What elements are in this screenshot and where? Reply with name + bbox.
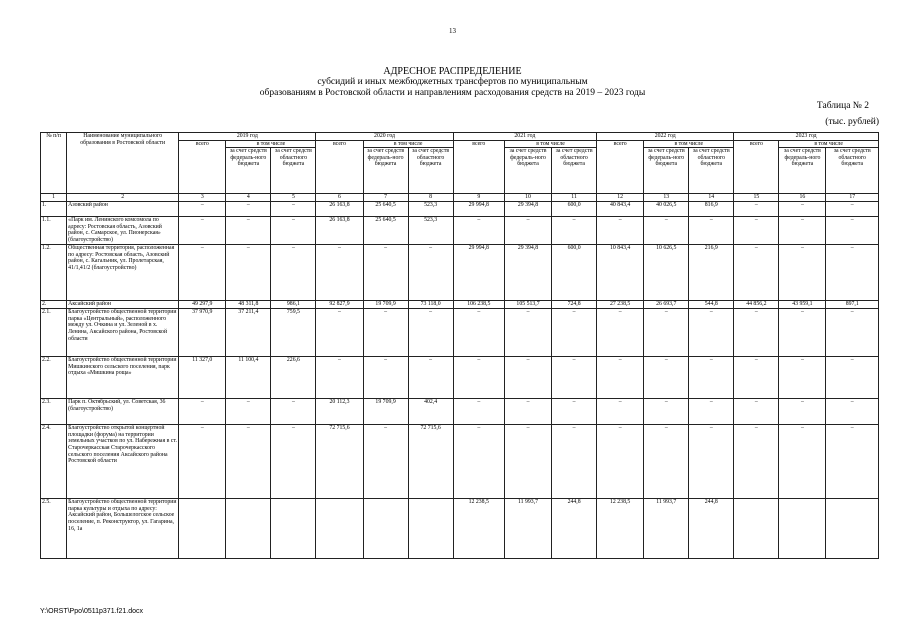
value-cell: – [504,309,551,357]
column-number: 17 [826,194,879,202]
column-numbers-row [41,194,879,202]
column-number: 6 [316,194,363,202]
value-cell: – [179,217,226,245]
value-cell: 29 394,8 [504,245,551,301]
column-number: 12 [597,194,644,202]
value-cell [734,499,779,559]
column-number: 11 [552,194,597,202]
value-cell: – [226,399,271,425]
value-cell: 523,3 [408,217,453,245]
value-cell: – [779,399,826,425]
value-cell: – [453,217,504,245]
value-cell: 72 715,6 [316,425,363,499]
value-cell [408,499,453,559]
value-cell: 92 827,9 [316,301,363,309]
value-cell [779,499,826,559]
value-cell: 226,6 [271,357,316,399]
value-cell: – [179,425,226,499]
value-cell: 10 843,4 [597,245,644,301]
value-cell: 48 311,8 [226,301,271,309]
value-cell: – [644,357,689,399]
value-cell: – [779,202,826,217]
header-regional: за счет средств областного бюджета [826,148,879,194]
header-regional: за счет средств областного бюджета [271,148,316,194]
value-cell: – [271,217,316,245]
value-cell: 10 626,5 [644,245,689,301]
value-cell [363,499,408,559]
column-number: 9 [453,194,504,202]
value-cell: – [179,245,226,301]
table-row [41,202,879,217]
title-line-1: АДРЕСНОЕ РАСПРЕДЕЛЕНИЕ [383,66,522,77]
header-regional: за счет средств областного бюджета [408,148,453,194]
value-cell: – [552,217,597,245]
column-number: 2 [67,194,179,202]
value-cell: – [271,399,316,425]
value-cell: – [779,217,826,245]
header-including: в том числе [644,140,734,148]
value-cell: 12 238,5 [453,499,504,559]
value-cell [271,499,316,559]
value-cell: – [826,399,879,425]
value-cell: 37 970,9 [179,309,226,357]
value-cell: – [408,309,453,357]
column-number: 1 [41,194,67,202]
value-cell: 600,0 [552,202,597,217]
value-cell: 29 394,8 [504,202,551,217]
value-cell: – [734,357,779,399]
header-federal: за счет средств федераль-ного бюджета [779,148,826,194]
header-federal: за счет средств федераль-ного бюджета [363,148,408,194]
value-cell: – [363,425,408,499]
value-cell: – [689,217,734,245]
value-cell: – [734,245,779,301]
value-cell: – [779,357,826,399]
value-cell: 19 709,9 [363,399,408,425]
value-cell: – [826,425,879,499]
value-cell: – [316,357,363,399]
row-number-cell: 2.1. [41,309,67,357]
title-line-2: субсидий и иных межбюджетных трансфертов по муниципальным [317,77,588,87]
header-total: всего [453,140,504,194]
column-number: 16 [779,194,826,202]
value-cell: – [734,309,779,357]
value-cell: 20 112,3 [316,399,363,425]
column-number: 7 [363,194,408,202]
value-cell: 29 994,8 [453,245,504,301]
header-total: всего [316,140,363,194]
header-regional: за счет средств областного бюджета [552,148,597,194]
header-including: в том числе [363,140,453,148]
value-cell [179,499,226,559]
value-cell: – [271,425,316,499]
row-number-cell: 2.4. [41,425,67,499]
table-row [41,425,879,499]
value-cell: – [316,309,363,357]
value-cell: – [689,309,734,357]
header-including: в том числе [504,140,596,148]
table-row [41,245,879,301]
value-cell: 26 693,7 [644,301,689,309]
table-body [41,194,879,559]
row-number-cell: 2.5. [41,499,67,559]
value-cell [226,499,271,559]
table-row [41,217,879,245]
value-cell: 759,5 [271,309,316,357]
value-cell: – [504,357,551,399]
value-cell: – [826,202,879,217]
row-number-cell: 1. [41,202,67,217]
table-units: (тыс. рублей) [825,117,879,127]
value-cell: – [363,309,408,357]
header-regional: за счет средств областного бюджета [689,148,734,194]
value-cell: – [226,245,271,301]
value-cell: – [779,245,826,301]
value-cell: – [271,202,316,217]
value-cell: – [689,399,734,425]
value-cell: 816,9 [689,202,734,217]
value-cell: 11 327,0 [179,357,226,399]
value-cell: – [271,245,316,301]
row-name-cell: Общественная территория, расположенная по адресу: Ростовская область, Азовский район, с. Кагальник, ул. Пролетарская, 41/1,41/2 (благоустройство) [67,245,179,301]
header-including: в том числе [226,140,316,148]
row-number-cell: 2.3. [41,399,67,425]
value-cell: – [453,309,504,357]
value-cell: 105 513,7 [504,301,551,309]
table-row [41,357,879,399]
value-cell: 106 238,5 [453,301,504,309]
column-number: 15 [734,194,779,202]
value-cell: 986,1 [271,301,316,309]
value-cell: – [226,425,271,499]
row-name-cell: Благоустройство общественной территории парка «Центральный», расположенного между ул. Очкина и ул. Зеленой в х. Ленина, Аксайского района, Ростовской области [67,309,179,357]
value-cell: – [826,309,879,357]
value-cell: – [226,202,271,217]
value-cell: – [453,357,504,399]
value-cell: – [734,425,779,499]
table-row [41,499,879,559]
column-number: 14 [689,194,734,202]
value-cell: 11 993,7 [504,499,551,559]
value-cell [316,499,363,559]
value-cell: – [363,245,408,301]
value-cell: 244,8 [689,499,734,559]
value-cell: 544,8 [689,301,734,309]
value-cell: – [597,399,644,425]
header-including: в том числе [779,140,879,148]
column-number: 3 [179,194,226,202]
value-cell: 402,4 [408,399,453,425]
row-name-cell: Парк п. Октябрьский, ул. Советская, 36 (благоустройство) [67,399,179,425]
title-line-3: образованиям в Ростовской области и направлениям расходования средств на 2019 – 2023 годы [259,88,646,98]
page-number: 13 [449,27,456,35]
header-name: Наименование муниципального образования в Ростовской области [67,133,179,194]
value-cell: 600,0 [552,245,597,301]
file-path-footer: Y:\ORST\Ppo\0511p371.f21.docx [40,608,143,615]
value-cell: 897,1 [826,301,879,309]
value-cell: – [226,217,271,245]
row-number-cell: 1.2. [41,245,67,301]
value-cell: – [826,357,879,399]
row-name-cell: Благоустройство общественной территории парка культуры и отдыха по адресу: Аксайский район, Большелогское сельское поселение, п. Реконструктор, ул. Гагарина, 16, 1а [67,499,179,559]
column-number: 4 [226,194,271,202]
table-row [41,399,879,425]
row-name-cell: Аксайский район [67,301,179,309]
header-year-2020: 2020 год [316,133,453,141]
value-cell: – [644,309,689,357]
value-cell: – [689,425,734,499]
value-cell: – [552,399,597,425]
column-number: 10 [504,194,551,202]
document-title [0,66,905,99]
value-cell: – [644,399,689,425]
value-cell: 40 026,5 [644,202,689,217]
header-year-2022: 2022 год [597,133,734,141]
value-cell: 19 709,9 [363,301,408,309]
value-cell: – [734,202,779,217]
value-cell: 25 640,5 [363,202,408,217]
header-total: всего [597,140,644,194]
distribution-table [40,132,879,559]
header-year-2019: 2019 год [179,133,316,141]
value-cell: 27 238,5 [597,301,644,309]
header-federal: за счет средств федераль-ного бюджета [226,148,271,194]
value-cell: – [316,245,363,301]
row-name-cell: Азовский район [67,202,179,217]
row-name-cell: Благоустройство открытой концертной площадки (форума) на территории земельных участков по ул. Набережная в ст. Старочеркасская Старочеркасского сельского поселения Аксайского района Ростовской области [67,425,179,499]
value-cell: 12 238,5 [597,499,644,559]
header-year-2021: 2021 год [453,133,596,141]
value-cell: – [408,245,453,301]
value-cell: – [826,245,879,301]
value-cell: – [453,425,504,499]
column-number: 8 [408,194,453,202]
table-row [41,301,879,309]
row-name-cell: Благоустройство общественной территории Мишкинского сельского поселения, парк отдыха «Мишкина роща» [67,357,179,399]
value-cell: 37 211,4 [226,309,271,357]
value-cell: 244,8 [552,499,597,559]
value-cell: 73 118,0 [408,301,453,309]
row-number-cell: 1.1. [41,217,67,245]
value-cell: – [779,309,826,357]
value-cell: – [363,357,408,399]
value-cell: 29 994,8 [453,202,504,217]
value-cell: 11 993,7 [644,499,689,559]
row-number-cell: 2. [41,301,67,309]
value-cell: 43 959,1 [779,301,826,309]
value-cell: 216,9 [689,245,734,301]
value-cell: 49 297,9 [179,301,226,309]
value-cell: – [597,217,644,245]
value-cell: – [779,425,826,499]
value-cell: 26 163,8 [316,217,363,245]
value-cell: 724,8 [552,301,597,309]
value-cell: 25 640,5 [363,217,408,245]
table-row [41,309,879,357]
header-num: № п/п [41,133,67,194]
value-cell: – [597,357,644,399]
value-cell: – [504,425,551,499]
value-cell: – [504,399,551,425]
value-cell: – [689,357,734,399]
header-federal: за счет средств федераль-ного бюджета [504,148,551,194]
value-cell [826,499,879,559]
value-cell: – [597,425,644,499]
value-cell: – [504,217,551,245]
value-cell: – [552,357,597,399]
value-cell: – [408,357,453,399]
column-number: 5 [271,194,316,202]
row-name-cell: «Парк им. Ленинского комсомола по адресу: Ростовская область, Азовский район, с. Самарское, ул. Пионерская» (благоустройство) [67,217,179,245]
value-cell: – [453,399,504,425]
header-total: всего [179,140,226,194]
value-cell: 26 163,8 [316,202,363,217]
value-cell: – [179,202,226,217]
value-cell: – [644,425,689,499]
value-cell: 523,3 [408,202,453,217]
table-label: Таблица № 2 [816,101,869,111]
value-cell: – [644,217,689,245]
row-number-cell: 2.2. [41,357,67,399]
column-number: 13 [644,194,689,202]
value-cell: – [179,399,226,425]
value-cell: – [734,217,779,245]
value-cell: 11 100,4 [226,357,271,399]
value-cell: 72 715,6 [408,425,453,499]
value-cell: 44 856,2 [734,301,779,309]
value-cell: – [734,399,779,425]
value-cell: – [826,217,879,245]
value-cell: 40 843,4 [597,202,644,217]
value-cell: – [597,309,644,357]
value-cell: – [552,425,597,499]
value-cell: – [552,309,597,357]
header-total: всего [734,140,779,194]
header-federal: за счет средств федераль-ного бюджета [644,148,689,194]
header-year-2023: 2023 год [734,133,879,141]
